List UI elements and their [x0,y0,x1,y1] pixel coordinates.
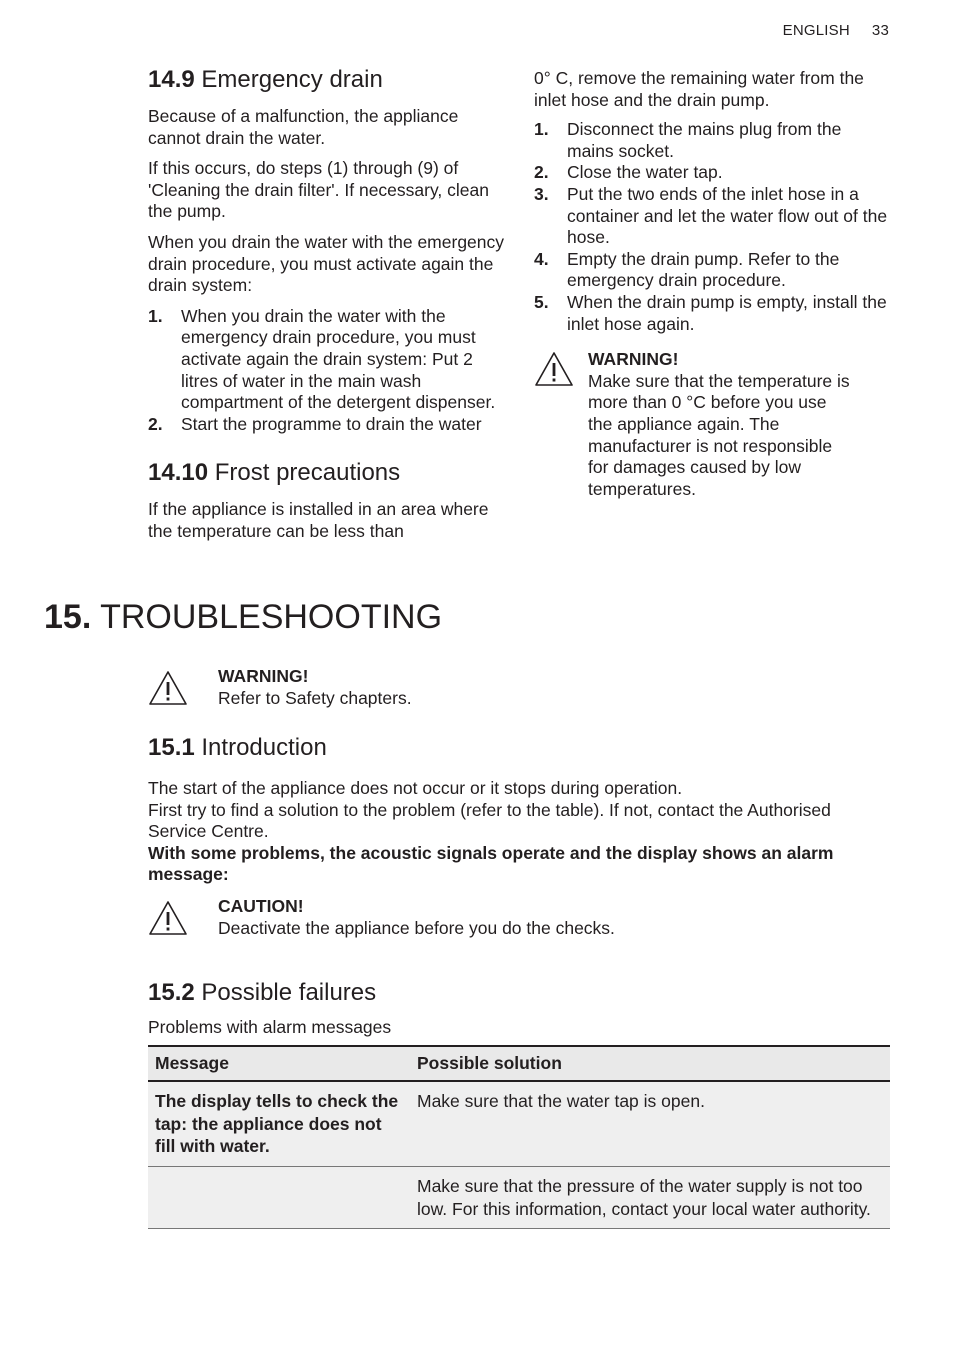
caution-text: Deactivate the appliance before you do the checks. [218,917,615,938]
solution-cell: Make sure that the pressure of the water supply is not too low. For this information, contact your local water authority. [417,1175,871,1219]
step-number: 1. [534,119,549,140]
possible-failures-section [148,977,890,1229]
warning-triangle-icon [148,896,202,941]
warning-text: Refer to Safety chapters. [218,687,412,708]
page-number: 33 [871,22,889,39]
list-item [534,119,890,162]
warning-content [202,666,412,711]
warning-triangle-icon [148,666,202,711]
section-14-10-title: Frost precautions [214,459,401,487]
step-text: When the drain pump is empty, install the inlet hose again. [567,291,887,334]
emergency-drain-p1: Because of a malfunction, the appliance cannot drain the water. [148,106,459,148]
step-text: Empty the drain pump. Refer to the emergency drain procedure. [567,248,840,291]
troubleshooting-warning-block [148,666,890,711]
section-15-2-heading [148,977,890,1009]
step-text: Start the programme to drain the water [181,413,482,434]
caution-block [148,896,890,941]
step-number: 4. [534,248,549,269]
emergency-drain-p2: If this occurs, do steps (1) through (9) of 'Cleaning the drain filter'. If necessary, clean the pump. [148,158,489,222]
section-14-10-number: 14.10 [148,459,209,487]
message-cell [148,1166,410,1228]
table-row [148,1166,890,1228]
troubleshooting-warning [148,666,890,711]
solution-cell: Make sure that the water tap is open. [417,1091,705,1112]
list-item [534,184,890,249]
warning-title: WARNING! [588,349,679,370]
table-header-row [148,1046,890,1082]
warning-title: WARNING! [218,666,309,686]
table-subtitle: Problems with alarm messages [148,1017,392,1037]
intro-line-3: With some problems, the acoustic signals operate and the display shows an alarm message: [148,842,834,885]
step-text: Put the two ends of the inlet hose in a container and let the water flow out of the hose. [567,183,888,248]
section-14-9-heading [148,64,504,96]
column-header-solution: Possible solution [417,1052,562,1073]
introduction-section [148,732,890,941]
list-item [148,414,504,436]
warning-content [588,349,854,500]
list-item [148,306,504,414]
table-row [148,1081,890,1166]
header-language: ENGLISH [782,22,850,39]
step-number: 2. [534,162,549,183]
chapter-15-heading [44,596,442,638]
column-header-message: Message [155,1052,229,1073]
frost-steps [534,119,890,335]
caution-title: CAUTION! [218,895,304,916]
section-14-9-number: 14.9 [148,66,195,93]
frost-warning [534,349,854,500]
step-text: Disconnect the mains plug from the mains socket. [567,119,842,161]
frost-p1: If the appliance is installed in an area where the temperature can be less than [148,499,489,541]
chapter-15-title: TROUBLESHOOTING [100,598,443,636]
message-cell: The display tells to check the tap: the appliance does not fill with water. [155,1091,399,1157]
step-number: 5. [534,291,549,312]
section-14-9-title: Emergency drain [201,66,383,93]
warning-triangle-icon [534,349,588,500]
step-text: Close the water tap. [567,162,723,183]
page-header [761,22,889,39]
step-number: 2. [148,413,163,434]
step-number: 1. [148,305,163,326]
left-column [148,64,504,552]
list-item [534,162,890,184]
warning-text: Make sure that the temperature is more than 0 °C before you use the appliance again. The manufacturer is not responsible for damages caused by low temperatures. [588,370,850,499]
section-15-1-heading [148,732,890,764]
section-15-2-number: 15.2 [148,979,195,1006]
alarm-messages-table [148,1045,890,1230]
chapter-15-number: 15. [44,598,92,636]
list-item [534,249,890,292]
emergency-drain-steps [148,306,504,436]
section-15-1-title: Introduction [201,734,327,761]
intro-line-2: First try to find a solution to the problem (refer to the table). If not, contact the Authorised Service Centre. [148,799,831,842]
emergency-drain-p3: When you drain the water with the emergency drain procedure, you must activate again the drain system: [148,231,505,296]
right-column [534,68,890,500]
section-15-1-number: 15.1 [148,734,195,761]
caution-content [202,896,615,941]
list-item [534,292,890,335]
frost-p1-continued: 0° C, remove the remaining water from the inlet hose and the drain pump. [534,68,864,110]
step-text: When you drain the water with the emergency drain procedure, you must activate again the drain system: Put 2 litres of water in the main wash compartment of the detergent dispenser. [181,305,496,413]
step-number: 3. [534,183,549,204]
section-14-10-heading [148,457,504,489]
intro-line-1: The start of the appliance does not occur or it stops during operation. [148,778,683,798]
section-15-2-title: Possible failures [201,979,377,1006]
